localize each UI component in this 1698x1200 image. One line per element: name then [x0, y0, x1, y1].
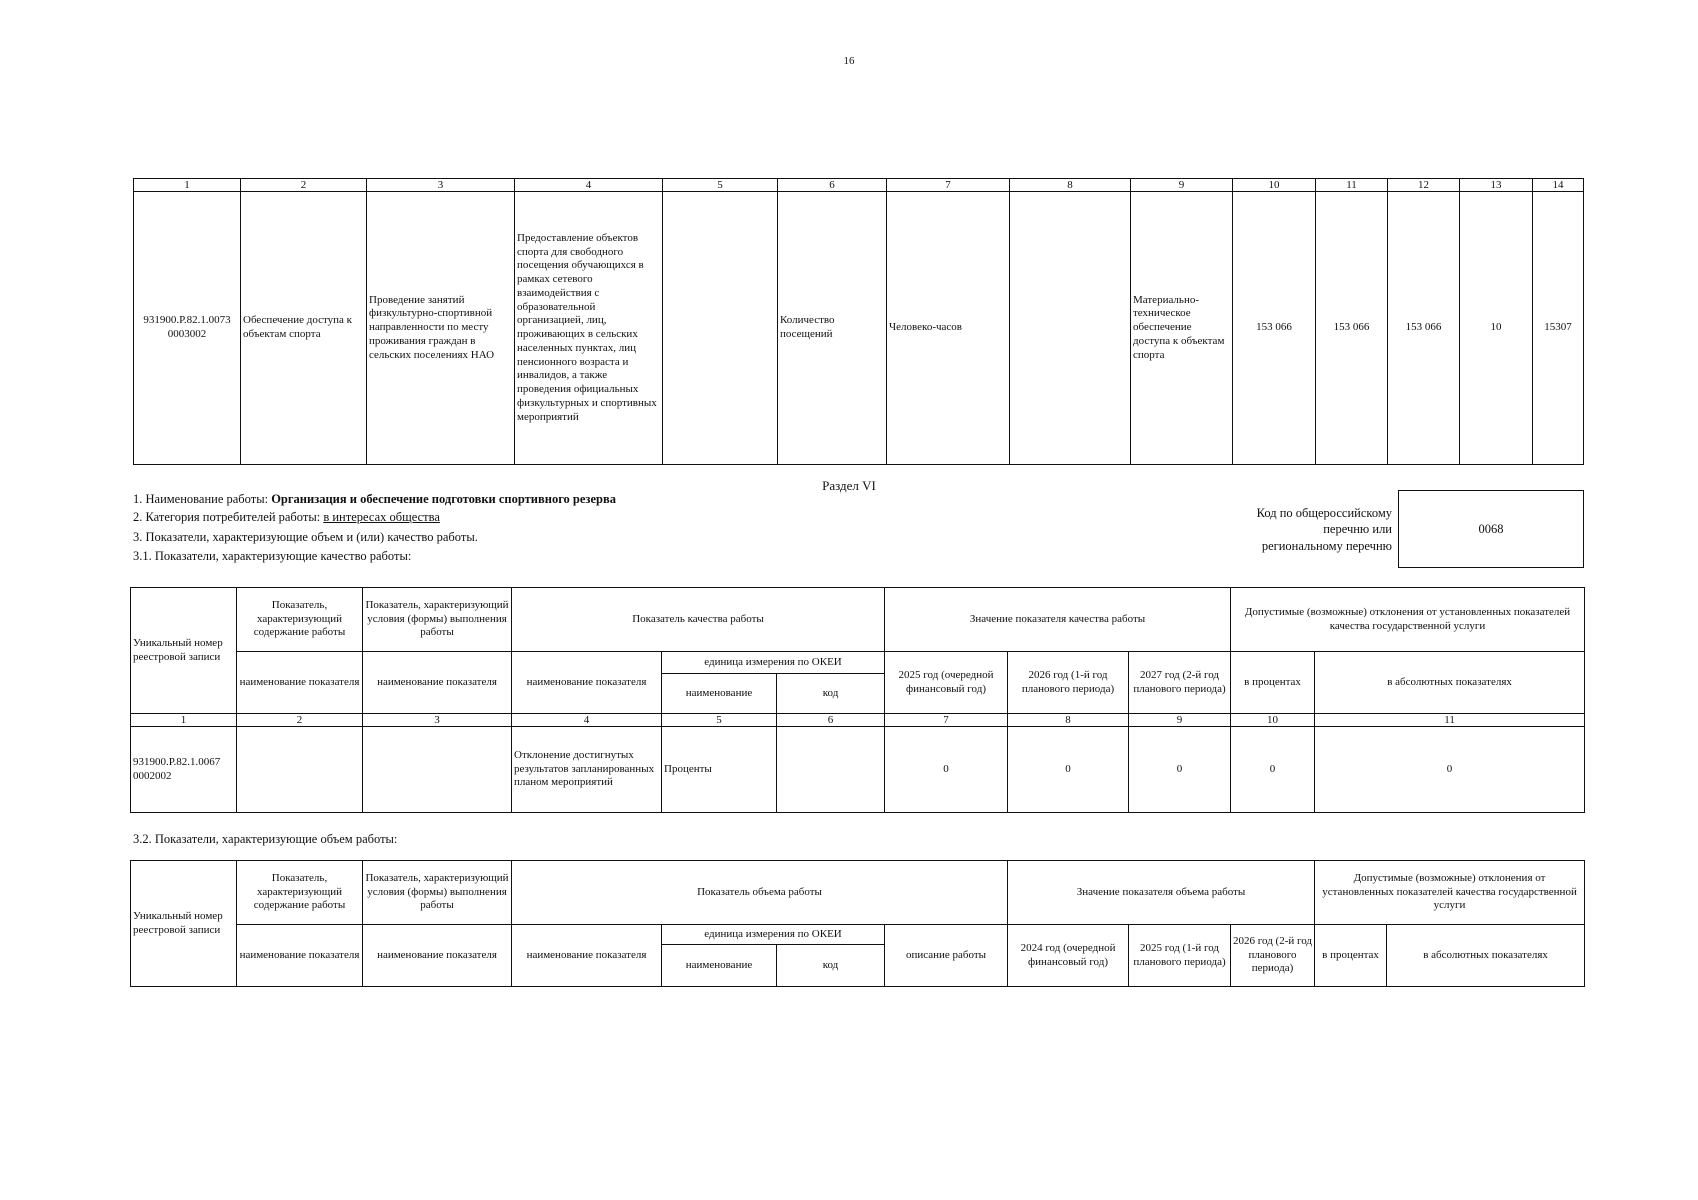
header-year: 2026 год (2-й год планового периода)	[1231, 925, 1315, 987]
value-cell: 10	[1460, 192, 1533, 465]
condition-indicator: Проведение занятий физкультурно-спортивной направленности по месту проживания граждан в сельских поселениях НАО	[367, 192, 515, 465]
code-value: 0068	[1478, 521, 1504, 536]
header-okei-name: наименование	[662, 945, 777, 987]
consumer-category-label: 2. Категория потребителей работы:	[133, 510, 324, 524]
work-description: Предоставление объектов спорта для свободного посещения обучающихся в рамках сетевого взаимодействия с образовательной организацией, лиц, проживающих в сельских населенных пунктах, лиц пенсионного возраста и инвалидов, а также проведения официальных физкультурных и спортивных мероприятий	[515, 192, 663, 465]
header-year: 2025 год (очередной финансовый год)	[885, 652, 1008, 714]
code-label	[1190, 505, 1392, 554]
header-year: 2024 год (очередной финансовый год)	[1008, 925, 1129, 987]
value-cell: 0	[885, 727, 1008, 813]
col-index: 5	[662, 714, 777, 727]
col-index: 8	[1008, 714, 1129, 727]
header-name: наименование показателя	[237, 652, 363, 714]
col-index: 2	[241, 179, 367, 192]
header-condition: Показатель, характеризующий условия (формы) выполнения работы	[363, 588, 512, 652]
code-label-line: региональному перечню	[1261, 538, 1392, 553]
header-condition: Показатель, характеризующий условия (формы) выполнения работы	[363, 861, 512, 925]
header-quality: Показатель качества работы	[512, 588, 885, 652]
col-index: 13	[1460, 179, 1533, 192]
col-index: 5	[663, 179, 778, 192]
col-index: 2	[237, 714, 363, 727]
col-index: 10	[1231, 714, 1315, 727]
quality-indicators-line: 3.1. Показатели, характеризующие качество работы:	[133, 549, 412, 563]
col-index: 9	[1129, 714, 1231, 727]
volume-table	[130, 860, 1585, 987]
work-name-line	[133, 492, 616, 507]
unit-code	[777, 727, 885, 813]
header-name: наименование показателя	[512, 925, 662, 987]
col-index: 4	[512, 714, 662, 727]
page-number: 16	[843, 55, 855, 67]
col-index: 12	[1388, 179, 1460, 192]
col-index: 4	[515, 179, 663, 192]
registry-number: 931900.Р.82.1.0067 0002002	[131, 727, 237, 813]
col-index: 9	[1131, 179, 1233, 192]
unit-name: Человеко-часов	[887, 192, 1010, 465]
col-index: 1	[134, 179, 241, 192]
content-indicator: Обеспечение доступа к объектам спорта	[241, 192, 367, 465]
header-okei: единица измерения по ОКЕИ	[662, 652, 885, 674]
header-absolute: в абсолютных показателях	[1387, 925, 1585, 987]
value-cell: 153 066	[1388, 192, 1460, 465]
value-cell: 15307	[1533, 192, 1584, 465]
header-year: 2027 год (2-й год планового периода)	[1129, 652, 1231, 714]
col-index: 7	[885, 714, 1008, 727]
section-title: Раздел VI	[822, 478, 876, 493]
header-deviation: Допустимые (возможные) отклонения от установленных показателей качества государственной услуги	[1315, 861, 1585, 925]
header-percent: в процентах	[1315, 925, 1387, 987]
work-name-value: Организация и обеспечение подготовки спортивного резерва	[271, 492, 616, 506]
column-index-row	[134, 179, 1584, 192]
header-description: описание работы	[885, 925, 1008, 987]
header-values: Значение показателя объема работы	[1008, 861, 1315, 925]
empty-cell	[663, 192, 778, 465]
header-year: 2025 год (1-й год планового периода)	[1129, 925, 1231, 987]
empty-cell	[237, 727, 363, 813]
description: Материально-техническое обеспечение доступа к объектам спорта	[1131, 192, 1233, 465]
header-deviation: Допустимые (возможные) отклонения от установленных показателей качества государственной услуги	[1231, 588, 1585, 652]
col-index: 11	[1316, 179, 1388, 192]
value-cell: 0	[1129, 727, 1231, 813]
registry-number: 931900.Р.82.1.0073 0003002	[134, 192, 241, 465]
header-name: наименование показателя	[512, 652, 662, 714]
col-index: 3	[363, 714, 512, 727]
value-cell: 153 066	[1233, 192, 1316, 465]
header-registry: Уникальный номер реестровой записи	[131, 861, 237, 987]
unit-name: Проценты	[662, 727, 777, 813]
header-content: Показатель, характеризующий содержание работы	[237, 588, 363, 652]
column-index-row	[131, 714, 1585, 727]
header-year: 2026 год (1-й год планового периода)	[1008, 652, 1129, 714]
header-okei: единица измерения по ОКЕИ	[662, 925, 885, 945]
col-index: 7	[887, 179, 1010, 192]
col-index: 1	[131, 714, 237, 727]
col-index: 10	[1233, 179, 1316, 192]
header-percent: в процентах	[1231, 652, 1315, 714]
value-cell: 0	[1231, 727, 1315, 813]
empty-cell	[1010, 192, 1131, 465]
code-label-line: перечню или	[1323, 522, 1392, 537]
value-cell: 0	[1315, 727, 1585, 813]
header-content: Показатель, характеризующий содержание работы	[237, 861, 363, 925]
volume-indicators-line: 3.2. Показатели, характеризующие объем работы:	[133, 832, 398, 846]
table-row	[131, 727, 1585, 813]
quality-table	[130, 587, 1585, 813]
header-volume: Показатель объема работы	[512, 861, 1008, 925]
header-absolute: в абсолютных показателях	[1315, 652, 1585, 714]
header-name: наименование показателя	[363, 925, 512, 987]
indicator-name: Количество посещений	[778, 192, 887, 465]
value-cell: 0	[1008, 727, 1129, 813]
consumer-category-line	[133, 510, 440, 525]
header-okei-code: код	[777, 945, 885, 987]
col-index: 6	[778, 179, 887, 192]
header-values: Значение показателя качества работы	[885, 588, 1231, 652]
indicators-line: 3. Показатели, характеризующие объем и (или) качество работы.	[133, 530, 478, 544]
col-index: 3	[367, 179, 515, 192]
col-index: 11	[1315, 714, 1585, 727]
indicator-name: Отклонение достигнутых результатов запланированных планом мероприятий	[512, 727, 662, 813]
consumer-category-value: в интересах общества	[323, 510, 440, 524]
header-name: наименование показателя	[363, 652, 512, 714]
col-index: 8	[1010, 179, 1131, 192]
header-name: наименование показателя	[237, 925, 363, 987]
header-okei-code: код	[777, 674, 885, 714]
table-row	[134, 192, 1584, 465]
code-box	[1398, 490, 1584, 568]
work-name-label: 1. Наименование работы:	[133, 492, 272, 506]
value-cell: 153 066	[1316, 192, 1388, 465]
col-index: 14	[1533, 179, 1584, 192]
header-registry: Уникальный номер реестровой записи	[131, 588, 237, 714]
empty-cell	[363, 727, 512, 813]
volume-continuation-table	[133, 178, 1584, 465]
col-index: 6	[777, 714, 885, 727]
code-label-line: Код по общероссийскому	[1256, 506, 1392, 520]
header-okei-name: наименование	[662, 674, 777, 714]
